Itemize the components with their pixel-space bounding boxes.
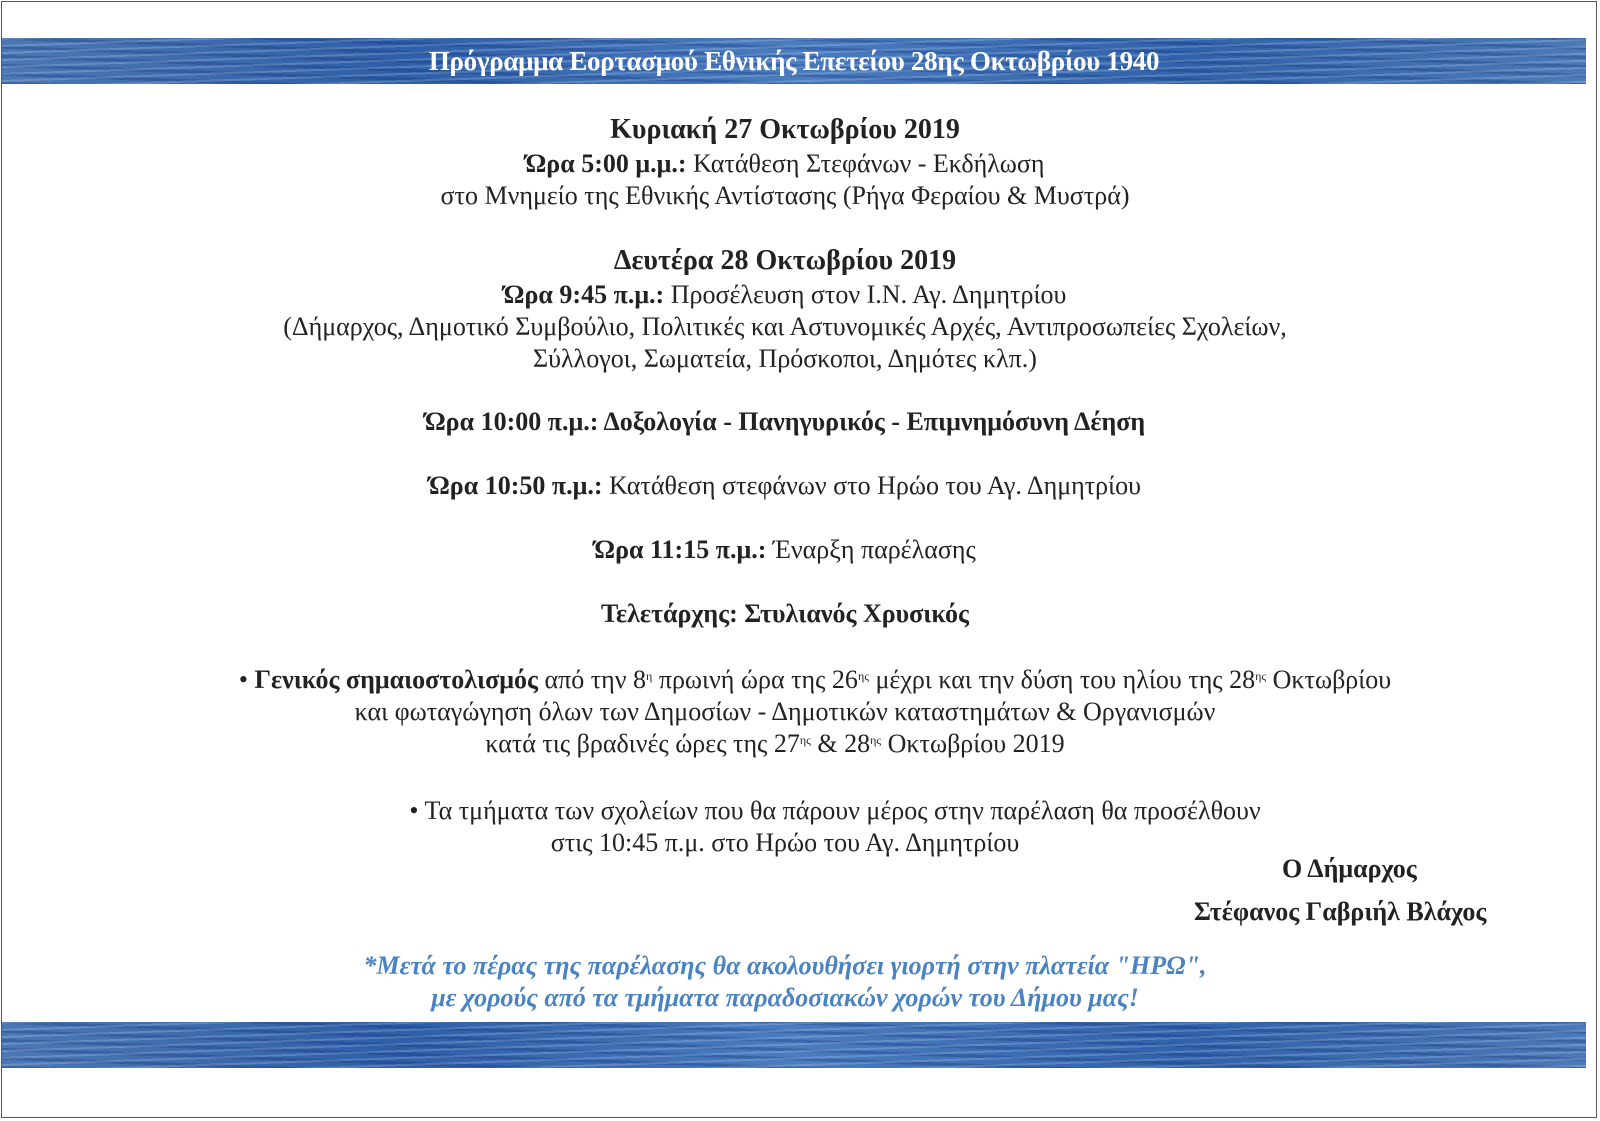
day2-item1-detail: Σύλλογοι, Σωματεία, Πρόσκοποι, Δημότες κλπ.) xyxy=(533,344,1037,373)
text: Οκτωβρίου xyxy=(1266,665,1392,694)
day2-item1 xyxy=(0,279,1570,311)
text: πρωινή ώρα της 26 xyxy=(652,665,858,694)
sup: η xyxy=(646,669,653,683)
time: Ώρα 5:00 μ.μ.: xyxy=(525,149,687,178)
sup: ης xyxy=(1255,669,1267,683)
event: Προσέλευση στον Ι.Ν. Αγ. Δημητρίου xyxy=(664,280,1067,309)
notice-bold: Γενικός σημαιοστολισμός xyxy=(254,665,538,694)
footnote-line1: *Μετά το πέρας της παρέλασης θα ακολουθήσει γιορτή στην πλατεία "ΗΡΩ", xyxy=(363,951,1207,980)
marshal: Τελετάρχης: Στυλιανός Χρυσικός xyxy=(601,599,969,628)
bullet: • xyxy=(238,665,255,694)
text: μέχρι και την δύση του ηλίου της 28 xyxy=(868,665,1256,694)
sup: ης xyxy=(799,733,811,747)
day2-item4 xyxy=(0,534,1570,566)
sup: ης xyxy=(857,669,869,683)
event: Έναρξη παρέλασης xyxy=(766,535,976,564)
header-banner xyxy=(2,38,1586,84)
event: Κατάθεση στεφάνων στο Ηρώο του Αγ. Δημητρίου xyxy=(602,471,1142,500)
text: & 28 xyxy=(810,729,871,758)
document-title: Πρόγραμμα Εορτασμού Εθνικής Επετείου 28ης Οκτωβρίου 1940 xyxy=(428,46,1160,76)
time: Ώρα 11:15 π.μ.: xyxy=(594,535,767,564)
text: από την 8 xyxy=(537,665,647,694)
sup: ης xyxy=(870,733,882,747)
day2-item2: Ώρα 10:00 π.μ.: Δοξολογία - Πανηγυρικός - Επιμνημόσυνη Δέηση xyxy=(424,407,1146,436)
footnote-line2: με χορούς από τα τμήματα παραδοσιακών χορών του Δήμου μας! xyxy=(431,983,1139,1012)
day1-event xyxy=(0,148,1570,180)
day1-heading: Κυριακή 27 Οκτωβρίου 2019 xyxy=(610,114,960,145)
signature-name: Στέφανος Γαβριήλ Βλάχος xyxy=(1194,897,1487,926)
text: Οκτωβρίου 2019 xyxy=(881,729,1065,758)
notice1-line3 xyxy=(0,728,1560,760)
footer-banner xyxy=(2,1022,1586,1068)
signature-role: Ο Δήμαρχος xyxy=(1282,854,1417,883)
day2-item1-detail: (Δήμαρχος, Δημοτικό Συμβούλιο, Πολιτικές και Αστυνομικές Αρχές, Αντιπροσωπείες Σχολείων, xyxy=(283,312,1287,341)
notice1-line2: και φωταγώγηση όλων των Δημοσίων - Δημοτικών καταστημάτων & Οργανισμών xyxy=(354,697,1216,726)
day2-heading: Δευτέρα 28 Οκτωβρίου 2019 xyxy=(613,245,957,276)
time: Ώρα 10:50 π.μ.: xyxy=(428,471,603,500)
notice2-line1: • Τα τμήματα των σχολείων που θα πάρουν μέρος στην παρέλαση θα προσέλθουν xyxy=(409,796,1261,825)
event: Κατάθεση Στεφάνων - Εκδήλωση xyxy=(686,149,1045,178)
time: Ώρα 9:45 π.μ.: xyxy=(503,280,665,309)
day1-location: στο Μνημείο της Εθνικής Αντίστασης (Ρήγα Φεραίου & Μυστρά) xyxy=(440,181,1130,210)
notice2-line2: στις 10:45 π.μ. στο Ηρώο του Αγ. Δημητρίου xyxy=(550,828,1020,857)
day2-item3 xyxy=(0,470,1570,502)
notice1-line1 xyxy=(30,664,1600,696)
text: κατά τις βραδινές ώρες της 27 xyxy=(485,729,800,758)
